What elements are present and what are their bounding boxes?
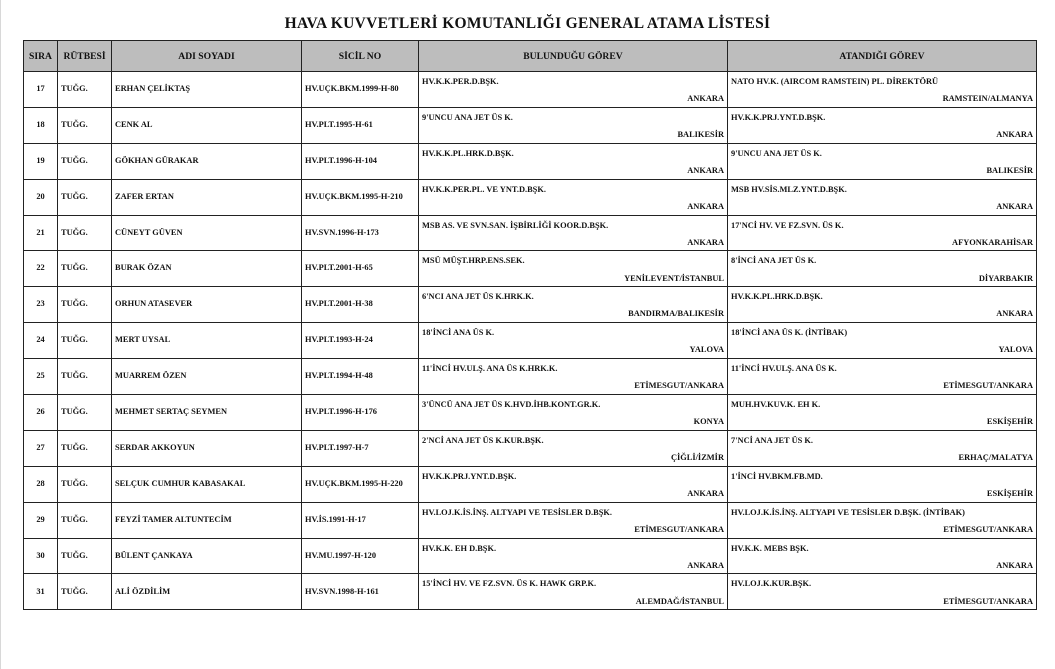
bulundugu-gorev-text: 18'İNCİ ANA ÜS K. [422, 328, 495, 338]
cell-ad-soyad: MUARREM ÖZEN [112, 359, 302, 395]
bulundugu-gorev-text: HV.LOJ.K.İS.İNŞ. ALTYAPI VE TESİSLER D.BŞK. [422, 507, 612, 517]
table-row [24, 215, 1037, 251]
bulundugu-gorev-text: HV.K.K.PRJ.YNT.D.BŞK. [422, 471, 517, 481]
cell-bulundugu-gorev [419, 466, 728, 502]
header-rutbe: RÜTBESİ [58, 41, 112, 72]
atandigi-gorev-text: HV.K.K.PL.HRK.D.BŞK. [731, 292, 823, 302]
cell-rutbe: TUĞG. [58, 466, 112, 502]
cell-sicil-no: HV.PLT.1993-H-24 [302, 323, 419, 359]
cell-sira: 21 [24, 215, 58, 251]
header-atandigi: ATANDIĞI GÖREV [728, 41, 1037, 72]
bulundugu-gorev-location: ANKARA [687, 165, 724, 175]
cell-sira: 18 [24, 107, 58, 143]
cell-sira: 29 [24, 502, 58, 538]
cell-sicil-no: HV.UÇK.BKM.1995-H-220 [302, 466, 419, 502]
atandigi-gorev-location: AFYONKARAHİSAR [952, 237, 1033, 247]
bulundugu-gorev-text: 9'UNCU ANA JET ÜS K. [422, 112, 513, 122]
atandigi-gorev-location: ANKARA [996, 129, 1033, 139]
cell-atandigi-gorev [728, 430, 1037, 466]
cell-sira: 24 [24, 323, 58, 359]
table-row [24, 395, 1037, 431]
table-row [24, 287, 1037, 323]
atandigi-gorev-location: ANKARA [996, 309, 1033, 319]
cell-sira: 28 [24, 466, 58, 502]
cell-atandigi-gorev [728, 251, 1037, 287]
bulundugu-gorev-text: 11'İNCİ HV.ULŞ. ANA ÜS K.HRK.K. [422, 364, 558, 374]
cell-sicil-no: HV.MU.1997-H-120 [302, 538, 419, 574]
cell-rutbe: TUĞG. [58, 574, 112, 610]
atandigi-gorev-location: ETİMESGUT/ANKARA [943, 596, 1033, 606]
cell-sicil-no: HV.PLT.1996-H-176 [302, 395, 419, 431]
table-row [24, 107, 1037, 143]
bulundugu-gorev-location: ANKARA [687, 201, 724, 211]
cell-sira: 19 [24, 143, 58, 179]
cell-bulundugu-gorev [419, 179, 728, 215]
atandigi-gorev-location: YALOVA [998, 345, 1033, 355]
cell-ad-soyad: SERDAR AKKOYUN [112, 430, 302, 466]
atandigi-gorev-text: NATO HV.K. (AIRCOM RAMSTEIN) PL. DİREKTÖRÜ [731, 77, 939, 86]
cell-sicil-no: HV.UÇK.BKM.1999-H-80 [302, 72, 419, 108]
cell-sicil-no: HV.PLT.1997-H-7 [302, 430, 419, 466]
cell-rutbe: TUĞG. [58, 179, 112, 215]
table-row [24, 538, 1037, 574]
cell-atandigi-gorev [728, 359, 1037, 395]
cell-ad-soyad: ORHUN ATASEVER [112, 287, 302, 323]
atandigi-gorev-location: RAMSTEIN/ALMANYA [942, 94, 1033, 104]
cell-atandigi-gorev [728, 287, 1037, 323]
table-header-row [24, 41, 1037, 72]
atandigi-gorev-text: 9'UNCU ANA JET ÜS K. [731, 148, 822, 158]
bulundugu-gorev-location: ANKARA [687, 237, 724, 247]
table-row [24, 466, 1037, 502]
atandigi-gorev-text: 18'İNCİ ANA ÜS K. (İNTİBAK) [731, 328, 848, 338]
cell-rutbe: TUĞG. [58, 251, 112, 287]
cell-ad-soyad: BÜLENT ÇANKAYA [112, 538, 302, 574]
atandigi-gorev-location: BALIKESİR [986, 165, 1033, 175]
cell-sicil-no: HV.PLT.1994-H-48 [302, 359, 419, 395]
table-row [24, 574, 1037, 610]
atandigi-gorev-text: HV.LOJ.K.KUR.BŞK. [731, 579, 812, 589]
bulundugu-gorev-location: BALIKESİR [677, 129, 724, 139]
cell-rutbe: TUĞG. [58, 107, 112, 143]
cell-rutbe: TUĞG. [58, 538, 112, 574]
cell-sira: 26 [24, 395, 58, 431]
cell-ad-soyad: ZAFER ERTAN [112, 179, 302, 215]
document-title: HAVA KUVVETLERİ KOMUTANLIĞI GENERAL ATAMA LİSTESİ [284, 15, 771, 32]
atandigi-gorev-location: ETİMESGUT/ANKARA [943, 524, 1033, 534]
bulundugu-gorev-text: 3'ÜNCÜ ANA JET ÜS K.HVD.İHB.KONT.GR.K. [422, 400, 601, 410]
cell-rutbe: TUĞG. [58, 502, 112, 538]
cell-rutbe: TUĞG. [58, 323, 112, 359]
cell-ad-soyad: GÖKHAN GÜRAKAR [112, 143, 302, 179]
cell-sira: 25 [24, 359, 58, 395]
bulundugu-gorev-text: MSÜ MÜŞT.HRP.ENS.SEK. [422, 256, 525, 266]
cell-sira: 27 [24, 430, 58, 466]
cell-rutbe: TUĞG. [58, 215, 112, 251]
cell-bulundugu-gorev [419, 359, 728, 395]
cell-bulundugu-gorev [419, 430, 728, 466]
bulundugu-gorev-location: ANKARA [687, 94, 724, 104]
bulundugu-gorev-text: HV.K.K.PER.D.BŞK. [422, 77, 499, 86]
cell-rutbe: TUĞG. [58, 287, 112, 323]
bulundugu-gorev-text: 6'NCI ANA JET ÜS K.HRK.K. [422, 292, 534, 302]
header-sira: SIRA [24, 41, 58, 72]
cell-sicil-no: HV.PLT.2001-H-65 [302, 251, 419, 287]
cell-bulundugu-gorev [419, 72, 728, 108]
atandigi-gorev-location: DİYARBAKIR [978, 273, 1033, 283]
cell-ad-soyad: ERHAN ÇELİKTAŞ [112, 72, 302, 108]
bulundugu-gorev-text: HV.K.K.PL.HRK.D.BŞK. [422, 148, 514, 158]
table-row [24, 430, 1037, 466]
cell-sicil-no: HV.UÇK.BKM.1995-H-210 [302, 179, 419, 215]
atandigi-gorev-text: 8'İNCİ ANA JET ÜS K. [731, 256, 817, 266]
bulundugu-gorev-location: ALEMDAĞ/İSTANBUL [635, 596, 724, 606]
table-row [24, 72, 1037, 108]
cell-sicil-no: HV.PLT.1995-H-61 [302, 107, 419, 143]
cell-bulundugu-gorev [419, 143, 728, 179]
cell-sira: 20 [24, 179, 58, 215]
cell-ad-soyad: ALİ ÖZDİLİM [112, 574, 302, 610]
atandigi-gorev-text: MSB HV.SİS.MLZ.YNT.D.BŞK. [731, 184, 847, 194]
atandigi-gorev-text: 11'İNCİ HV.ULŞ. ANA ÜS K. [731, 364, 837, 374]
cell-sira: 23 [24, 287, 58, 323]
cell-atandigi-gorev [728, 538, 1037, 574]
bulundugu-gorev-text: HV.K.K.PER.PL. VE YNT.D.BŞK. [422, 184, 546, 194]
bulundugu-gorev-location: ANKARA [687, 560, 724, 570]
cell-bulundugu-gorev [419, 251, 728, 287]
bulundugu-gorev-text: MSB AS. VE SVN.SAN. İŞBİRLİĞİ KOOR.D.BŞK. [422, 220, 609, 230]
bulundugu-gorev-location: ETİMESGUT/ANKARA [634, 524, 724, 534]
atandigi-gorev-text: 1'İNCİ HV.BKM.FB.MD. [731, 471, 823, 481]
atandigi-gorev-text: HV.K.K. MEBS BŞK. [731, 543, 809, 553]
header-bulundugu: BULUNDUĞU GÖREV [419, 41, 728, 72]
cell-atandigi-gorev [728, 395, 1037, 431]
table-row [24, 251, 1037, 287]
cell-ad-soyad: SELÇUK CUMHUR KABASAKAL [112, 466, 302, 502]
cell-rutbe: TUĞG. [58, 395, 112, 431]
cell-rutbe: TUĞG. [58, 72, 112, 108]
cell-ad-soyad: BURAK ÖZAN [112, 251, 302, 287]
page-edge [0, 0, 1, 669]
cell-bulundugu-gorev [419, 107, 728, 143]
atandigi-gorev-text: HV.K.K.PRJ.YNT.D.BŞK. [731, 112, 826, 122]
cell-bulundugu-gorev [419, 538, 728, 574]
header-sicil: SİCİL NO [302, 41, 419, 72]
bulundugu-gorev-text: HV.K.K. EH D.BŞK. [422, 543, 497, 553]
cell-atandigi-gorev [728, 574, 1037, 610]
cell-ad-soyad: CENK AL [112, 107, 302, 143]
cell-atandigi-gorev [728, 466, 1037, 502]
header-ad: ADI SOYADI [112, 41, 302, 72]
cell-bulundugu-gorev [419, 574, 728, 610]
atandigi-gorev-text: 17'NCİ HV. VE FZ.SVN. ÜS K. [731, 220, 844, 230]
cell-rutbe: TUĞG. [58, 359, 112, 395]
atandigi-gorev-text: HV.LOJ.K.İS.İNŞ. ALTYAPI VE TESİSLER D.BŞK. (İNTİBAK) [731, 507, 965, 517]
atandigi-gorev-location: ESKİŞEHİR [986, 488, 1033, 498]
bulundugu-gorev-location: BANDIRMA/BALIKESİR [628, 309, 724, 319]
atandigi-gorev-text: 7'NCİ ANA JET ÜS K. [731, 435, 813, 445]
bulundugu-gorev-location: ÇİĞLİ/İZMİR [670, 452, 724, 462]
atandigi-gorev-location: ESKİŞEHİR [986, 417, 1033, 427]
atandigi-gorev-text: MUH.HV.KUV.K. EH K. [731, 400, 821, 410]
cell-atandigi-gorev [728, 502, 1037, 538]
cell-ad-soyad: CÜNEYT GÜVEN [112, 215, 302, 251]
bulundugu-gorev-text: 15'İNCİ HV. VE FZ.SVN. ÜS K. HAWK GRP.K. [422, 579, 597, 589]
cell-sira: 17 [24, 72, 58, 108]
cell-atandigi-gorev [728, 143, 1037, 179]
table-row [24, 143, 1037, 179]
bulundugu-gorev-location: YENİLEVENT/İSTANBUL [624, 273, 724, 283]
cell-bulundugu-gorev [419, 287, 728, 323]
cell-bulundugu-gorev [419, 215, 728, 251]
cell-rutbe: TUĞG. [58, 143, 112, 179]
cell-bulundugu-gorev [419, 395, 728, 431]
cell-sicil-no: HV.PLT.1996-H-104 [302, 143, 419, 179]
cell-atandigi-gorev [728, 323, 1037, 359]
cell-atandigi-gorev [728, 107, 1037, 143]
cell-sicil-no: HV.SVN.1996-H-173 [302, 215, 419, 251]
atandigi-gorev-location: ANKARA [996, 560, 1033, 570]
cell-ad-soyad: FEYZİ TAMER ALTUNTECİM [112, 502, 302, 538]
bulundugu-gorev-location: ANKARA [687, 488, 724, 498]
bulundugu-gorev-location: ETİMESGUT/ANKARA [634, 381, 724, 391]
cell-sicil-no: HV.İS.1991-H-17 [302, 502, 419, 538]
cell-sira: 22 [24, 251, 58, 287]
cell-rutbe: TUĞG. [58, 430, 112, 466]
table-row [24, 359, 1037, 395]
cell-atandigi-gorev [728, 215, 1037, 251]
cell-atandigi-gorev [728, 179, 1037, 215]
table-row [24, 323, 1037, 359]
table-row [24, 502, 1037, 538]
table-row [24, 179, 1037, 215]
cell-ad-soyad: MERT UYSAL [112, 323, 302, 359]
cell-sicil-no: HV.SVN.1998-H-161 [302, 574, 419, 610]
cell-sicil-no: HV.PLT.2001-H-38 [302, 287, 419, 323]
cell-bulundugu-gorev [419, 502, 728, 538]
assignment-table [23, 40, 1037, 610]
bulundugu-gorev-location: KONYA [693, 417, 724, 427]
cell-sira: 31 [24, 574, 58, 610]
bulundugu-gorev-location: YALOVA [689, 345, 724, 355]
atandigi-gorev-location: ERHAÇ/MALATYA [958, 452, 1033, 462]
cell-ad-soyad: MEHMET SERTAÇ SEYMEN [112, 395, 302, 431]
cell-atandigi-gorev [728, 72, 1037, 108]
bulundugu-gorev-text: 2'NCİ ANA JET ÜS K.KUR.BŞK. [422, 435, 544, 445]
atandigi-gorev-location: ETİMESGUT/ANKARA [943, 381, 1033, 391]
atandigi-gorev-location: ANKARA [996, 201, 1033, 211]
cell-bulundugu-gorev [419, 323, 728, 359]
cell-sira: 30 [24, 538, 58, 574]
